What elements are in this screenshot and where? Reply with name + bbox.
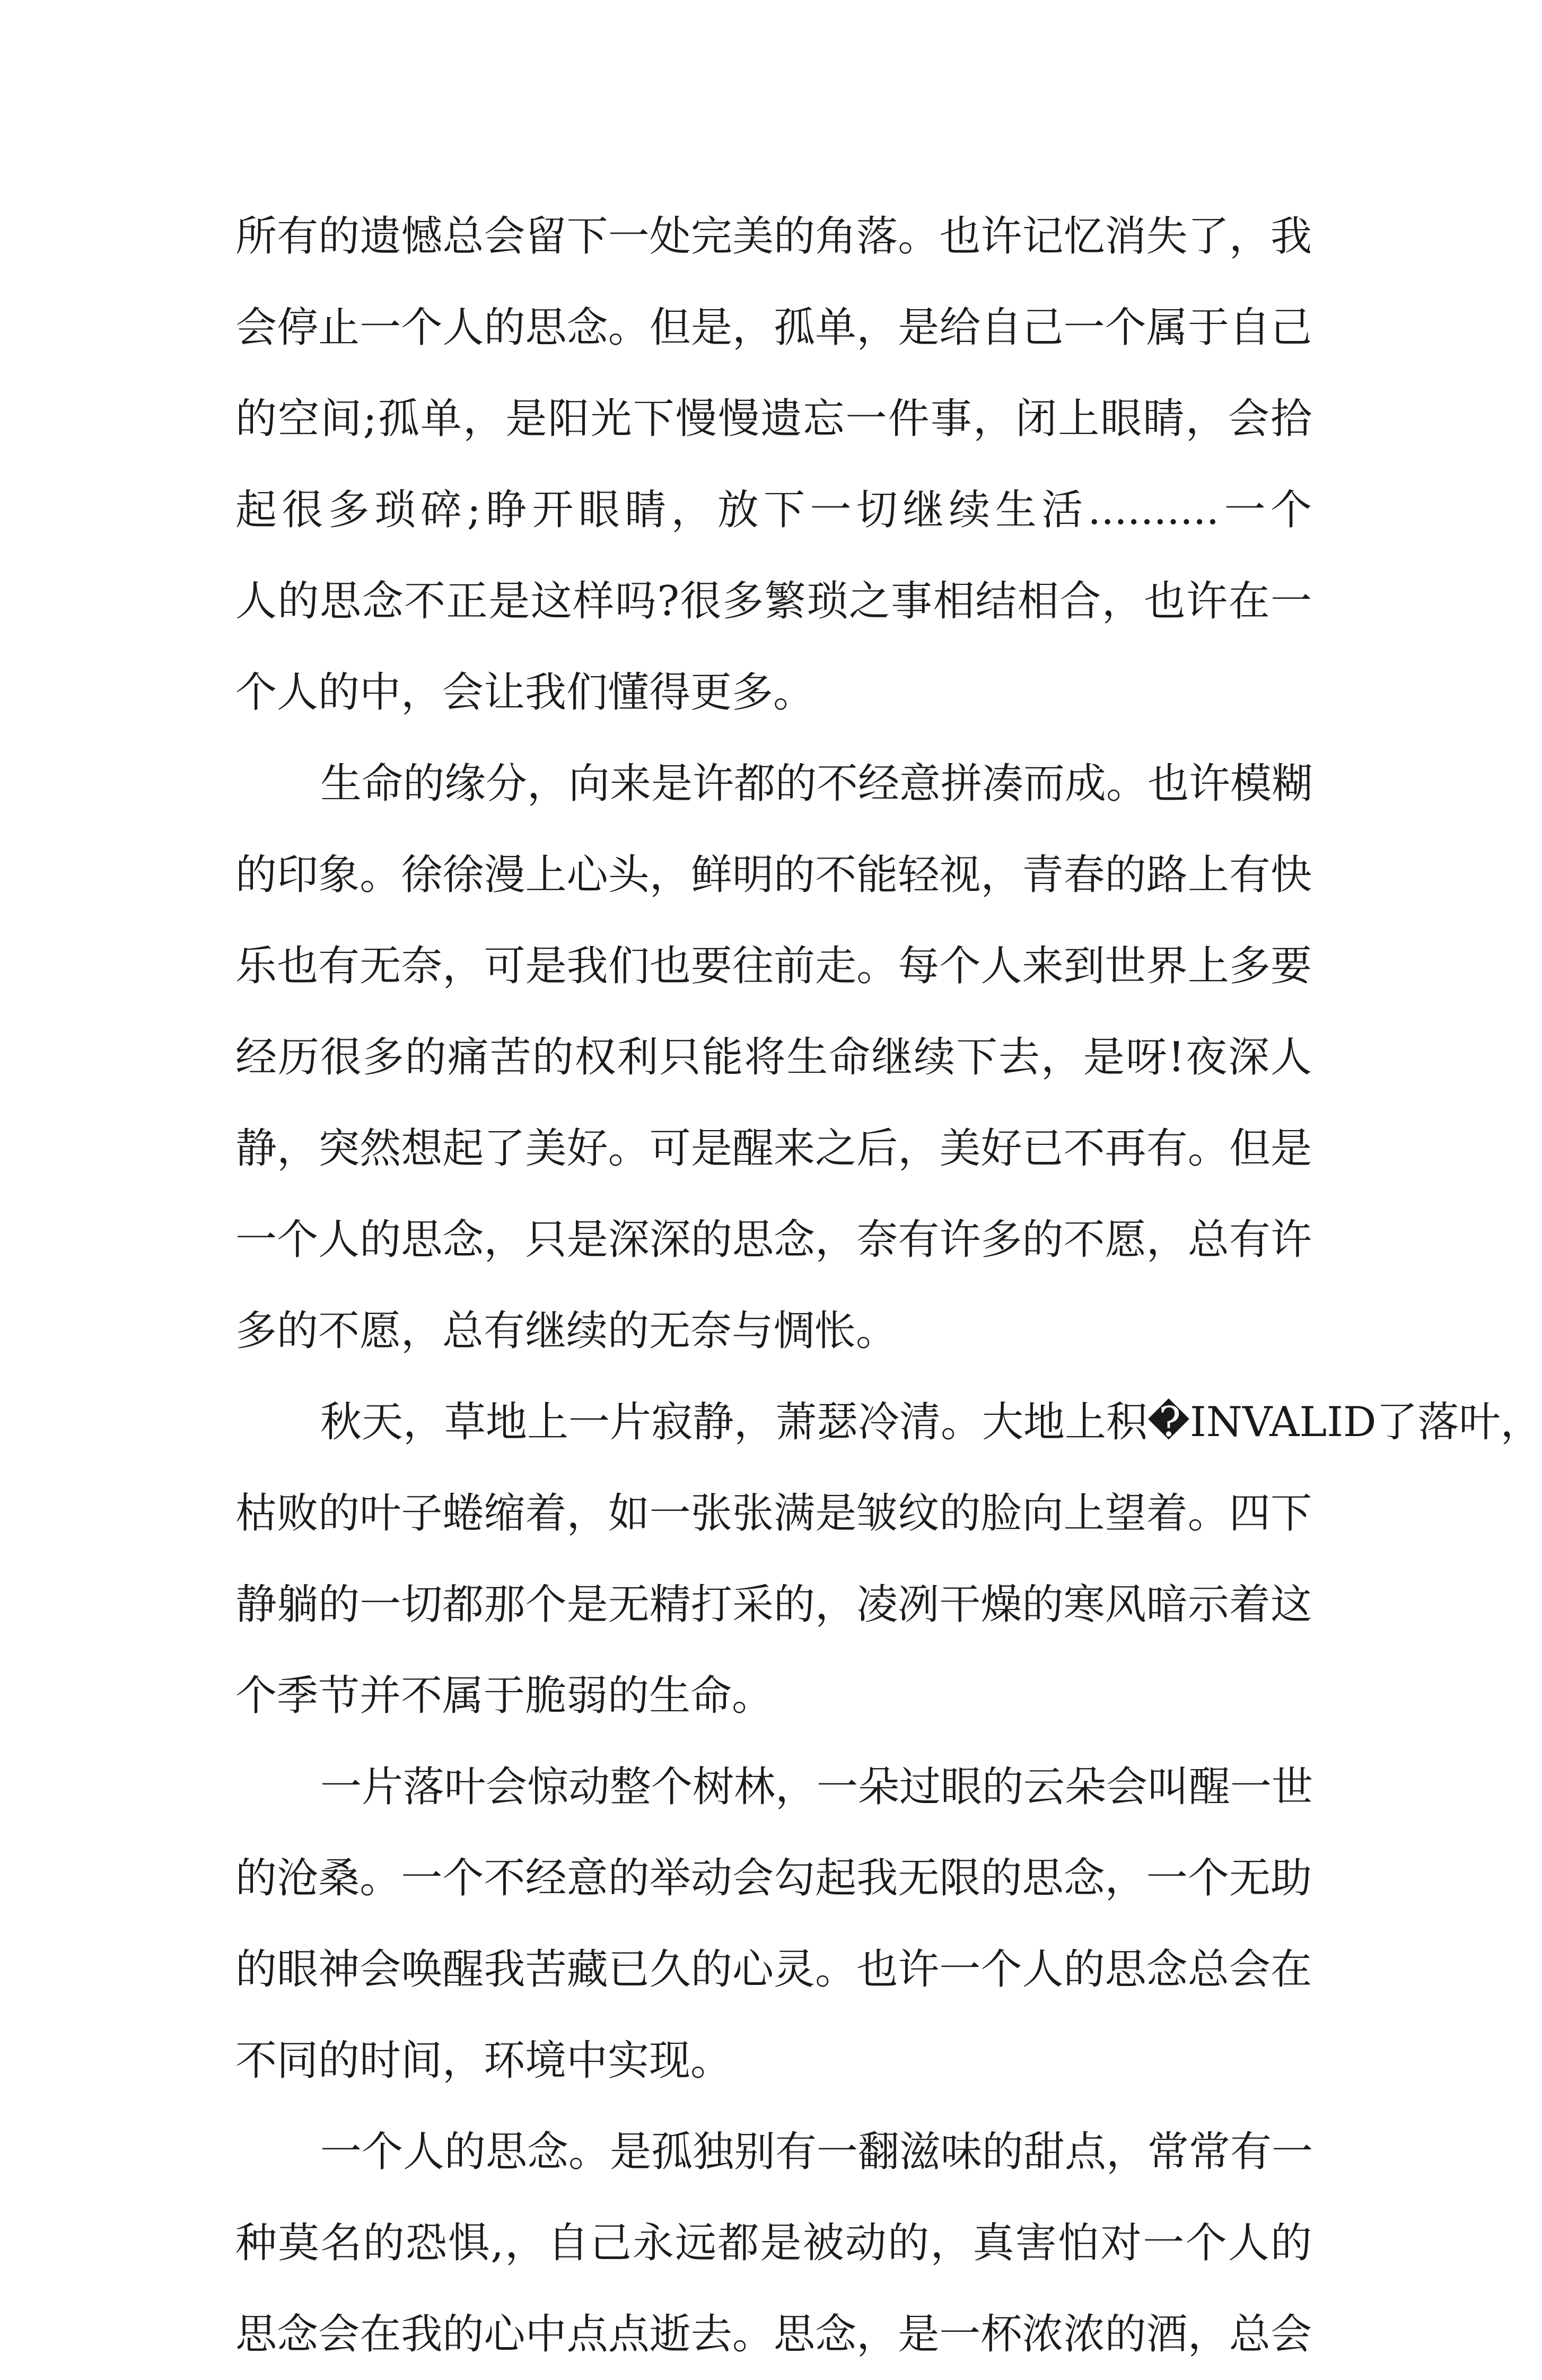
paragraph-3 [235, 1377, 1542, 1742]
text-line: 所有的遗憾总会留下一处完美的角落。也许记忆消失了，我 [235, 213, 1312, 260]
text-line: 一个人的思念。是孤独别有一翻滋味的甜点，常常有一 [320, 2128, 1313, 2176]
paragraph-2 [235, 738, 1312, 1377]
text-line: 的眼神会唤醒我苦藏已久的心灵。也许一个人的思念总会在 [235, 1946, 1312, 1993]
text-line: 的空间;孤单，是阳光下慢慢遗忘一件事，闭上眼睛，会拾 [235, 395, 1312, 443]
text-line: 不同的时间，环境中实现。 [235, 2037, 732, 2085]
text-line: 枯败的叶子蜷缩着，如一张张满是皱纹的脸向上望着。四下 [235, 1490, 1312, 1537]
text-line: 个人的中，会让我们懂得更多。 [235, 669, 815, 716]
text-line: 个季节并不属于脆弱的生命。 [235, 1672, 774, 1720]
text-line: 的沧桑。一个不经意的举动会勾起我无限的思念，一个无助 [235, 1854, 1312, 1902]
text-line: 生命的缘分，向来是许都的不经意拼凑而成。也许模糊 [320, 760, 1313, 808]
text-line: 一片落叶会惊动整个树林，一朵过眼的云朵会叫醒一世 [320, 1763, 1313, 1811]
text-line: 的印象。徐徐漫上心头，鲜明的不能轻视，青春的路上有快 [235, 851, 1312, 899]
text-line: 会停止一个人的思念。但是，孤单，是给自己一个属于自己 [235, 304, 1312, 352]
text-line: 多的不愿，总有继续的无奈与惆怅。 [235, 1307, 898, 1355]
text-line: 种莫名的恐惧,，自己永远都是被动的，真害怕对一个人的 [235, 2219, 1312, 2267]
text-line: 静，突然想起了美好。可是醒来之后，美好已不再有。但是 [235, 1125, 1312, 1172]
text-line: 静躺的一切都那个是无精打采的，凌冽干燥的寒风暗示着这 [235, 1581, 1312, 1629]
text-line: 思念会在我的心中点点逝去。思念，是一杯浓浓的酒，总会 [235, 2311, 1312, 2358]
body-text [235, 191, 1542, 2380]
paragraph-4 [235, 1742, 1312, 2106]
text-line: 起很多琐碎;睁开眼睛，放下一切继续生活..........一个 [235, 486, 1312, 534]
text-line: 秋天，草地上一片寂静，萧瑟冷清。大地上积�INVALID了落叶， [320, 1398, 1542, 1446]
text-line: 一个人的思念，只是深深的思念，奈有许多的不愿，总有许 [235, 1216, 1312, 1264]
text-line: 人的思念不正是这样吗?很多繁琐之事相结相合，也许在一 [235, 578, 1312, 625]
paragraph-5 [235, 2106, 1312, 2380]
text-line: 经历很多的痛苦的权利只能将生命继续下去，是呀!夜深人 [235, 1034, 1312, 1081]
text-line: 乐也有无奈，可是我们也要往前走。每个人来到世界上多要 [235, 942, 1312, 990]
paragraph-1 [235, 191, 1312, 738]
